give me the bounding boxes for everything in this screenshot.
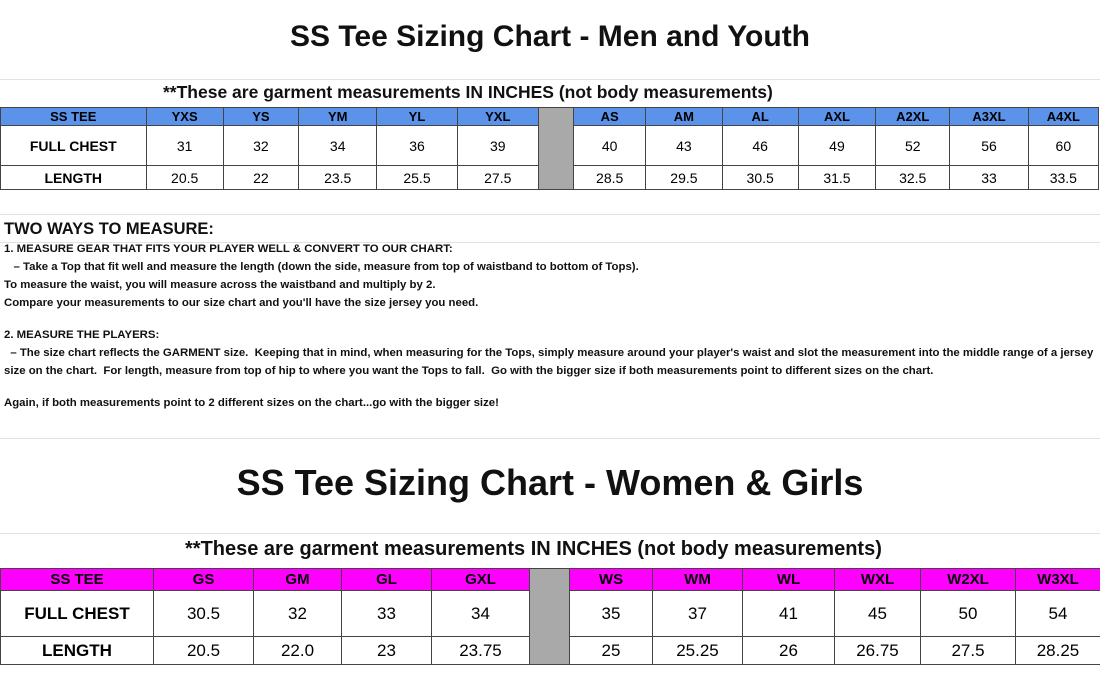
- size-gl: GL: [342, 569, 432, 591]
- header-label: SS TEE: [1, 569, 154, 591]
- size-wl: WL: [743, 569, 835, 591]
- row-label: LENGTH: [1, 637, 154, 665]
- header-row: [1, 108, 1099, 126]
- measuring-instructions: [4, 218, 1097, 412]
- size-wxl: WXL: [835, 569, 921, 591]
- method-1-line: Compare your measurements to our size chart and you'll have the size jersey you need.: [4, 297, 479, 309]
- table-cell: 32: [223, 126, 298, 166]
- table-cell: 25: [570, 637, 653, 665]
- women-girls-size-table: [0, 568, 1100, 665]
- size-a3xl: A3XL: [950, 108, 1028, 126]
- size-a2xl: A2XL: [876, 108, 950, 126]
- table-cell: 26: [743, 637, 835, 665]
- size-yxl: YXL: [457, 108, 538, 126]
- size-ws: WS: [570, 569, 653, 591]
- table-cell: 39: [457, 126, 538, 166]
- table-cell: 26.75: [835, 637, 921, 665]
- method-1-line: To measure the waist, you will measure across the waistband and multiply by 2.: [4, 279, 436, 291]
- table-cell: 40: [574, 126, 646, 166]
- table-cell: 46: [722, 126, 798, 166]
- table-cell: 60: [1028, 126, 1098, 166]
- men-youth-size-table: [0, 107, 1099, 190]
- table-cell: 31.5: [798, 166, 875, 190]
- table-cell: 25.5: [377, 166, 457, 190]
- table-cell: 29.5: [646, 166, 722, 190]
- table-cell: 23.5: [299, 166, 377, 190]
- table-cell: 45: [835, 591, 921, 637]
- size-gxl: GXL: [432, 569, 530, 591]
- table-cell: 28.25: [1016, 637, 1100, 665]
- size-as: AS: [574, 108, 646, 126]
- table-cell: 22.0: [254, 637, 342, 665]
- size-a4xl: A4XL: [1028, 108, 1098, 126]
- table-cell: 22: [223, 166, 298, 190]
- header-label: SS TEE: [1, 108, 147, 126]
- women-girls-garment-note: **These are garment measurements IN INCHES (not body measurements): [185, 538, 882, 560]
- table-cell: 37: [653, 591, 743, 637]
- table-cell: 35: [570, 591, 653, 637]
- table-cell: 27.5: [921, 637, 1016, 665]
- table-cell: 56: [950, 126, 1028, 166]
- table-cell: 33: [342, 591, 432, 637]
- method-2-text: – The size chart reflects the GARMENT size. Keeping that in mind, when measuring for the Tops, simply measure around your player's waist and slot the measurement into the middle range of a jersey size on the chart. For length, measure from top of hip to where you want the Tops to fall. Go with the bigger size if both measurements point to different sizes on the chart.: [4, 347, 1097, 377]
- method-1-title: 1. MEASURE GEAR THAT FITS YOUR PLAYER WELL & CONVERT TO OUR CHART:: [4, 243, 453, 255]
- table-cell: 33.5: [1028, 166, 1098, 190]
- size-yxs: YXS: [146, 108, 223, 126]
- table-cell: 34: [432, 591, 530, 637]
- size-axl: AXL: [798, 108, 875, 126]
- closing-advice: Again, if both measurements point to 2 different sizes on the chart...go with the bigger size!: [4, 397, 499, 409]
- size-ym: YM: [299, 108, 377, 126]
- table-cell: 52: [876, 126, 950, 166]
- table-cell: 28.5: [574, 166, 646, 190]
- size-gs: GS: [154, 569, 254, 591]
- men-youth-garment-note: **These are garment measurements IN INCHES (not body measurements): [163, 82, 773, 102]
- gridline: [0, 438, 1100, 439]
- size-wm: WM: [653, 569, 743, 591]
- method-1-line: – Take a Top that fit well and measure the length (down the side, measure from top of waistband to bottom of Tops).: [4, 261, 639, 273]
- size-w3xl: W3XL: [1016, 569, 1100, 591]
- table-cell: 32: [254, 591, 342, 637]
- table-cell: 23.75: [432, 637, 530, 665]
- gridline: [0, 533, 1100, 534]
- table-cell: 30.5: [722, 166, 798, 190]
- row-label: FULL CHEST: [1, 591, 154, 637]
- size-al: AL: [722, 108, 798, 126]
- gridline: [0, 79, 1100, 80]
- table-cell: 32.5: [876, 166, 950, 190]
- table-cell: 54: [1016, 591, 1100, 637]
- table-cell: 25.25: [653, 637, 743, 665]
- youth-adult-separator: [538, 108, 573, 190]
- size-gm: GM: [254, 569, 342, 591]
- gridline: [0, 214, 1100, 215]
- table-cell: 30.5: [154, 591, 254, 637]
- table-cell: 27.5: [457, 166, 538, 190]
- header-row: [1, 569, 1100, 591]
- size-yl: YL: [377, 108, 457, 126]
- size-w2xl: W2XL: [921, 569, 1016, 591]
- table-cell: 23: [342, 637, 432, 665]
- table-cell: 43: [646, 126, 722, 166]
- men-youth-chart-title: SS Tee Sizing Chart - Men and Youth: [289, 20, 811, 53]
- table-cell: 49: [798, 126, 875, 166]
- table-cell: 41: [743, 591, 835, 637]
- table-cell: 31: [146, 126, 223, 166]
- table-cell: 36: [377, 126, 457, 166]
- girls-women-separator: [530, 569, 570, 665]
- instructions-heading: TWO WAYS TO MEASURE:: [4, 220, 214, 238]
- row-label: FULL CHEST: [1, 126, 147, 166]
- table-cell: 33: [950, 166, 1028, 190]
- table-cell: 50: [921, 591, 1016, 637]
- row-label: LENGTH: [1, 166, 147, 190]
- size-am: AM: [646, 108, 722, 126]
- table-cell: 34: [299, 126, 377, 166]
- table-cell: 20.5: [154, 637, 254, 665]
- table-cell: 20.5: [146, 166, 223, 190]
- size-ys: YS: [223, 108, 298, 126]
- women-girls-chart-title: SS Tee Sizing Chart - Women & Girls: [236, 462, 864, 503]
- method-2-title: 2. MEASURE THE PLAYERS:: [4, 329, 160, 341]
